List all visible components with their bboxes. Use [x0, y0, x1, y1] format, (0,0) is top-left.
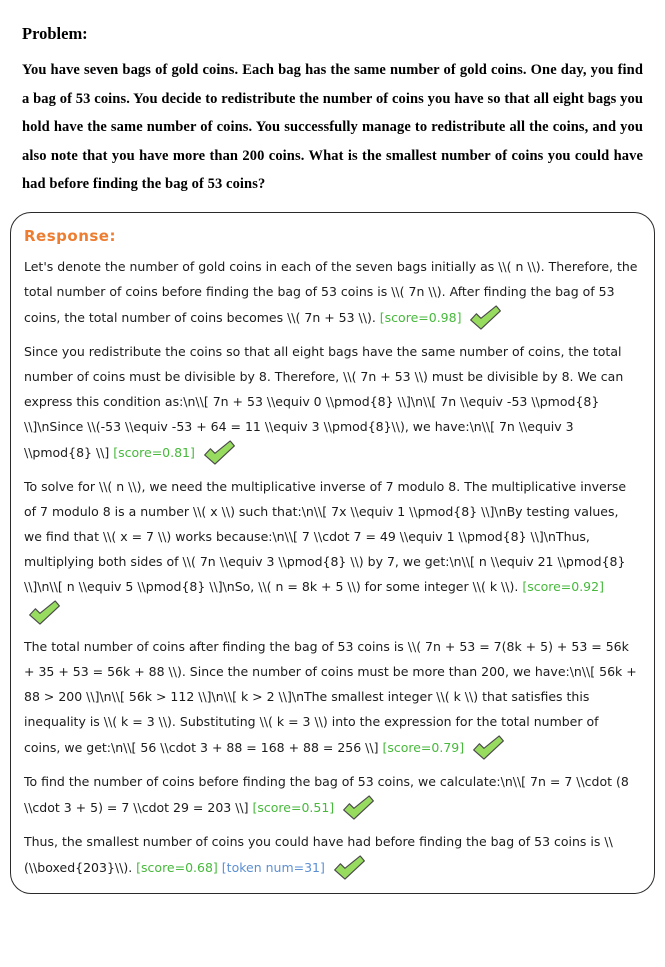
response-paragraph [24, 634, 638, 761]
response-label: Response: [24, 226, 116, 245]
paragraph-text: Since you redistribute the coins so that all eight bags have the same number of coins, the total number of coins must be divisible by 8. Therefore, \\( 7n + 53 \\) must be divisible by 8. We can express this condition as:\n\\[ 7n + 53 \\equiv 0 \\pmod{8} \\]\n\\[ 7n \\equiv -53 \\pmod{8} \\]\nSince \\(-53 \\equiv -53 + 64 = 11 \\equiv 3 \\pmod{8}\\), we have:\n\\[ 7n \\equiv 3 \\pmod{8} \\] [24, 343, 624, 460]
score-badge: [score=0.98] [379, 309, 462, 325]
response-paragraphs [24, 254, 638, 881]
token-badge: [token num=31] [221, 859, 325, 875]
check-icon [333, 854, 366, 881]
response-paragraph [24, 339, 638, 466]
check-icon [469, 304, 502, 331]
check-icon [203, 439, 236, 466]
paragraph-text: Let's denote the number of gold coins in each of the seven bags initially as \\( n \\). Therefore, the total number of coins before finding the bag of 53 coins is \\( 7n \\). After finding the bag of 53 coins, the total number of coins becomes \\( 7n + 53 \\). [24, 258, 638, 325]
paragraph-text: To solve for \\( n \\), we need the multiplicative inverse of 7 modulo 8. The multiplicative inverse of 7 modulo 8 is a number \\( x \\) such that:\n\\[ 7x \\equiv 1 \\pmod{8} \\]\nBy testing values, we find that \\( x = 7 \\) works because:\n\\[ 7 \\cdot 7 = 49 \\equiv 1 \\pmod{8} \\]\nThus, multiplying both sides of \\( 7n \\equiv 3 \\pmod{8} \\) by 7, we get:\n\\[ n \\equiv 21 \\pmod{8} \\]\n\\[ n \\equiv 5 \\pmod{8} \\]\nSo, \\( n = 8k + 5 \\) for some integer \\( k \\). [24, 478, 627, 594]
check-icon [472, 734, 505, 761]
score-badge: [score=0.51] [252, 799, 335, 815]
problem-title: Problem: [22, 24, 88, 43]
score-badge: [score=0.68] [136, 859, 218, 875]
score-badge: [score=0.81] [113, 444, 195, 460]
score-badge: [score=0.92] [522, 578, 604, 594]
paragraph-text: Thus, the smallest number of coins you could have had before finding the bag of 53 coins is \\(\\boxed{203}\\). [24, 833, 613, 875]
response-box [10, 212, 655, 894]
response-paragraph [24, 829, 638, 881]
paragraph-text: The total number of coins after finding the bag of 53 coins is \\( 7n + 53 = 7(8k + 5) + 53 = 56k + 35 + 53 = 56k + 88 \\). Since the number of coins must be more than 200, we have:\n\\[ 56k + 88 > 200 \\]\n\\[ 56k > 112 \\]\n\\[ k > 2 \\]\nThe smallest integer \\( k \\) that satisfies this inequality is \\( k = 3 \\). Substituting \\( k = 3 \\) into the expression for the total number of coins, we get:\n\\[ 56 \\cdot 3 + 88 = 168 + 88 = 256 \\] [24, 638, 637, 755]
problem-section [0, 24, 665, 199]
score-badge: [score=0.79] [382, 739, 465, 755]
problem-text: You have seven bags of gold coins. Each bag has the same number of gold coins. One day, you find a bag of 53 coins. You decide to redistribute the number of coins you have so that all eight bags you hold have the same number of coins. You successfully manage to redistribute all the coins, and you also note that you have more than 200 coins. What is the smallest number of coins you could have had before finding the bag of 53 coins? [22, 62, 643, 192]
response-paragraph [24, 254, 638, 331]
check-icon [342, 794, 375, 821]
check-icon [28, 599, 61, 626]
paragraph-text: To find the number of coins before finding the bag of 53 coins, we calculate:\n\\[ 7n = 7 \\cdot (8 \\cdot 3 + 5) = 7 \\cdot 29 = 203 \\] [24, 773, 629, 815]
response-paragraph [24, 474, 638, 626]
response-paragraph [24, 769, 638, 821]
